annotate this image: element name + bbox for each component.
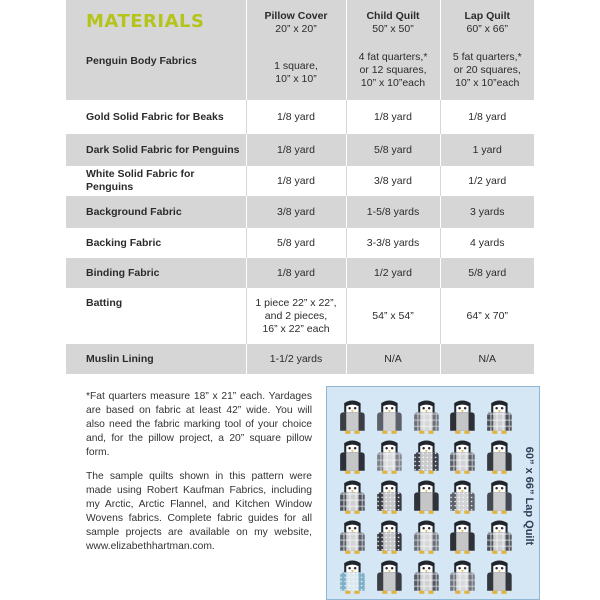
cell-line: 10” x 10” (275, 73, 317, 85)
table-cell: 3-3/8 yards (346, 228, 440, 258)
table-cell: 1/8 yard (440, 100, 534, 134)
cell-line: 10” x 10”each (360, 77, 426, 89)
penguin-grid (335, 399, 517, 591)
row-label: White Solid Fabric for Penguins (66, 166, 246, 196)
cell-line: 1 piece 22” x 22”, (255, 296, 337, 309)
penguin-block (372, 479, 407, 518)
table-cell (346, 46, 440, 100)
row-label: Penguin Body Fabrics (66, 46, 246, 100)
column-size: 60” x 66” (466, 23, 508, 35)
table-header-row (66, 0, 534, 46)
cell-line: 4 fat quarters,* (358, 51, 428, 63)
table-cell: 1-1/2 yards (246, 344, 346, 374)
quilt-size-label-wrap (518, 401, 540, 591)
table-cell: 3/8 yard (246, 196, 346, 228)
penguin-block (482, 479, 517, 518)
row-label: Backing Fabric (66, 228, 246, 258)
penguin-block (335, 559, 370, 598)
column-header-lap-quilt (440, 0, 534, 46)
notes-section (86, 390, 312, 564)
cell-line: 1 square, (274, 60, 318, 72)
penguin-block (482, 519, 517, 558)
table-cell: 5/8 yard (246, 228, 346, 258)
penguin-block (335, 519, 370, 558)
column-name: Child Quilt (366, 10, 420, 22)
table-row (66, 166, 534, 196)
materials-title-cell (66, 0, 246, 46)
row-label: Muslin Lining (66, 344, 246, 374)
table-cell: 1/8 yard (246, 166, 346, 196)
table-row (66, 196, 534, 228)
table-cell (246, 46, 346, 100)
table-cell: N/A (346, 344, 440, 374)
table-cell: 3 yards (440, 196, 534, 228)
penguin-block (445, 559, 480, 598)
penguin-block (409, 559, 444, 598)
row-label: Background Fabric (66, 196, 246, 228)
quilt-size-label: 60” x 66” Lap Quilt (523, 446, 536, 546)
penguin-block (482, 559, 517, 598)
column-size: 50” x 50” (372, 23, 414, 35)
row-label: Gold Solid Fabric for Beaks (66, 100, 246, 134)
penguin-block (335, 399, 370, 438)
penguin-block (372, 439, 407, 478)
cell-line: or 12 squares, (359, 64, 427, 76)
table-row (66, 134, 534, 166)
penguin-block (409, 399, 444, 438)
table-row (66, 344, 534, 374)
table-cell: 1 yard (440, 134, 534, 166)
column-name: Pillow Cover (264, 10, 328, 22)
penguin-block (445, 519, 480, 558)
fat-quarter-note: *Fat quarters measure 18” x 21” each. Yardages are based on fabric at least 42” wide. You will also need the fabric marking tool of your choice and, for the pillow project, a 20” square pillow form. (86, 391, 312, 458)
table-cell (246, 288, 346, 344)
cell-line: 10” x 10”each (455, 77, 520, 89)
table-cell: 1/8 yard (346, 100, 440, 134)
cell-line: and 2 pieces, (264, 309, 328, 322)
penguin-block (445, 399, 480, 438)
table-cell: 3/8 yard (346, 166, 440, 196)
table-cell: N/A (440, 344, 534, 374)
penguin-block (482, 399, 517, 438)
penguin-block (335, 439, 370, 478)
penguin-block (482, 439, 517, 478)
penguin-block (409, 439, 444, 478)
materials-table (66, 0, 534, 374)
cell-line: 16” x 22” each (262, 322, 330, 335)
row-label: Batting (66, 288, 246, 344)
row-label: Binding Fabric (66, 258, 246, 288)
table-cell: 1/8 yard (246, 134, 346, 166)
table-row (66, 228, 534, 258)
penguin-block (445, 479, 480, 518)
table-cell: 1/2 yard (440, 166, 534, 196)
table-cell: 54” x 54” (346, 288, 440, 344)
column-size: 20” x 20” (275, 23, 317, 35)
table-cell: 1/8 yard (246, 100, 346, 134)
row-label: Dark Solid Fabric for Penguins (66, 134, 246, 166)
table-cell: 4 yards (440, 228, 534, 258)
table-row (66, 258, 534, 288)
penguin-block (445, 439, 480, 478)
page-title: MATERIALS (86, 11, 205, 32)
column-header-pillow-cover (246, 0, 346, 46)
sample-quilt-note: The sample quilts shown in this pattern were made using Robert Kaufman Fabrics, including my Arctic, Arctic Flannel, and Kitchen Window Wovens fabrics. Complete fabric guides for all sample projects are available on my website, www.elizabethhartman.com. (86, 471, 312, 552)
table-cell: 1/8 yard (246, 258, 346, 288)
lap-quilt-photo (326, 386, 540, 600)
table-row (66, 46, 534, 100)
table-cell: 1-5/8 yards (346, 196, 440, 228)
cell-line: 5 fat quarters,* (452, 51, 522, 63)
table-cell: 64” x 70” (440, 288, 534, 344)
penguin-block (372, 519, 407, 558)
column-name: Lap Quilt (464, 10, 510, 22)
column-header-child-quilt (346, 0, 440, 46)
penguin-block (409, 479, 444, 518)
penguin-block (409, 519, 444, 558)
table-cell: 5/8 yard (440, 258, 534, 288)
table-cell (440, 46, 534, 100)
penguin-block (372, 399, 407, 438)
table-cell: 5/8 yard (346, 134, 440, 166)
penguin-block (372, 559, 407, 598)
penguin-block (335, 479, 370, 518)
table-row (66, 288, 534, 344)
cell-line: or 20 squares, (453, 64, 521, 76)
table-cell: 1/2 yard (346, 258, 440, 288)
table-row (66, 100, 534, 134)
